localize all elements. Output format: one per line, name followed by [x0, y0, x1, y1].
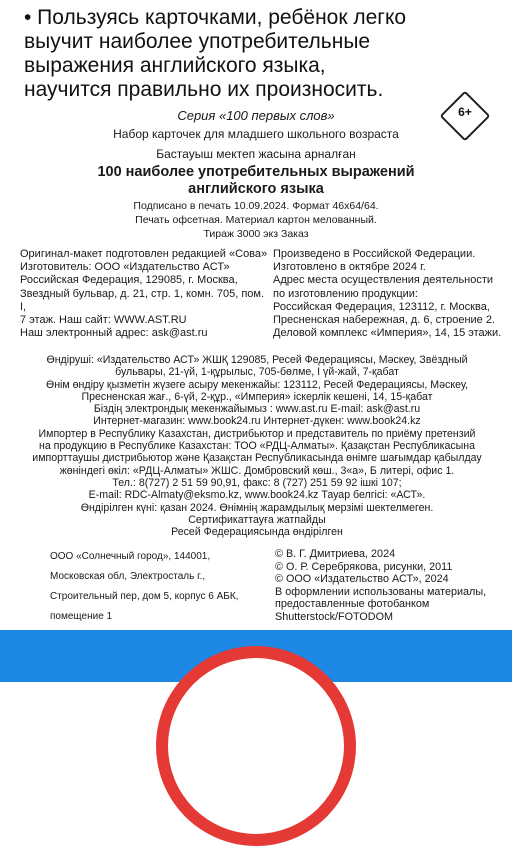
- production-info-right: Произведено в Российской Федерации. Изготовлено в октябре 2024 г. Адрес места осуществления деятельности по изготовлению продукции: Российская Федерация, 123112, г. Москва, Пресненская набережная, д. 6, строение 2. Деловой комплекс «Империя», 14, 15 этажи.: [273, 248, 502, 340]
- print-info-line-3: Тираж 3000 экз Заказ: [203, 228, 309, 240]
- kazakh-legal-block: Өндіруші: «Издательство АСТ» ЖШҚ 129085, Ресей Федерациясы, Мәскеу, Звёздный бульвары, 21-үй, 1-құрылыс, 705-бөлме, I үй-жай, 7-қабат Өнім өндіру қызметін жүзеге асыру мекенжайы: 123112, Ресей Федерациясы, Мәскеу, Пресненская жағ., 6-үй, 2-құр., «Империя» іскерлік кешені, 14, 15-қабат Біздің электрондық мекенжайымыз : www.ast.ru E-mail: ask@ast.ru Интернет-магазин: www.book24.ru Интернет-дүкен: www.book24.kz Импортер в Республику Казахстан, дистрибьютор и представитель по приёму претензий на продукцию в Республике Казахстан: ТОО «РДЦ-Алматы». Қазақстан Республикасына импорттаушы дистрибьютор және Қазақстан Республикасында өнімге шағымдар қабылдау жөніндегі өкіл: «РДЦ-Алматы» ЖШС. Домбровский көш., 3«а», Б литері, офис 1. Тел.: 8(727) 2 51 59 90,91, факс: 8 (727) 251 59 92 ішкі 107; E-mail: RDC-Almaty@eksmo.kz, www.book24.kz Тауар белгісі: «АСТ». Өндірілген күні: қазан 2024. Өнімнің жарамдылық мерзімі шектелмеген. Сертификаттауға жатпайды Ресей Федерациясында өндірілген: [32, 354, 482, 539]
- copyright-block: © В. Г. Дмитриева, 2024 © О. Р. Серебрякова, рисунки, 2011 © ООО «Издательство АСТ», 2024 В оформлении использованы материалы, предоставленные фотобанком Shutterstock/FOTODOM: [275, 548, 487, 623]
- print-info-line-2: Печать офсетная. Материал картон мелованный.: [135, 214, 377, 226]
- product-title: 100 наиболее употребительных выражений английского языка: [97, 164, 415, 197]
- series-name: Серия «100 первых слов»: [177, 108, 335, 123]
- print-info-line-1: Подписано в печать 10.09.2024. Формат 46х64/64.: [133, 200, 379, 212]
- publisher-info-left: Оригинал-макет подготовлен редакцией «Сова» Изготовитель: ООО «Издательство АСТ» Российская Федерация, 129085, г. Москва, Звездный бульвар, д. 21, стр. 1, комн. 705, пом. I, 7 этаж. Наш сайт: WWW.AST.RU Наш электронный адрес: ask@ast.ru: [20, 248, 268, 340]
- subtitle-kz: Бастауыш мектеп жасына арналған: [156, 147, 356, 161]
- feature-bullet-text: • Пользуясь карточками, ребёнок легко выучит наиболее употребительные выражения английского языка, научится правильно их произносить.: [24, 6, 407, 101]
- red-circle-inner: [168, 658, 344, 834]
- subtitle-ru: Набор карточек для младшего школьного возраста: [113, 127, 399, 141]
- age-rating-badge: 6+: [458, 105, 472, 119]
- printer-address: ООО «Солнечный город», 144001, Московская обл, Электросталь г., Строительный пер, дом 5, корпус 6 АБК, помещение 1: [50, 551, 239, 622]
